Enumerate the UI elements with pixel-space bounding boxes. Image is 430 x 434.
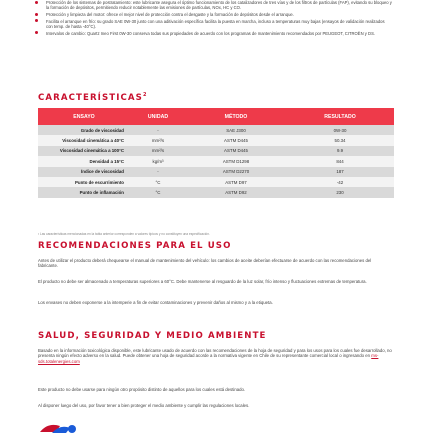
table-row: Grado de viscosidad - SAE J300 0W-30 xyxy=(38,125,394,135)
safety-heading: SALUD, SEGURIDAD Y MEDIO AMBIENTE xyxy=(38,331,267,341)
recommendation-paragraph: Los envases no deben exponerse a la intemperie a fin de evitar contaminaciones y prevenir daños al mismo y a la etiqueta. xyxy=(38,300,273,305)
feature-list xyxy=(32,0,392,37)
recommendations-heading: RECOMENDACIONES PARA EL USO xyxy=(38,241,232,251)
feature-bullet: Protección y limpieza del motor: ofrece el mejor nivel de protección contra el desgaste y la formación de depósitos desde el arranque. xyxy=(32,12,392,17)
recommendation-paragraph: El producto no debe ser almacenado a temperaturas superiores a 60°C. Debe mantenerse al resguardo de la luz solar, frío intenso y fluctuaciones extremas de temperatura. xyxy=(38,279,367,284)
sds-link[interactable]: ms-sds.totalenergies.com xyxy=(38,353,379,364)
table-row: Índice de viscosidad - ASTM D2270 187 xyxy=(38,167,394,177)
bullet-dot-icon xyxy=(35,1,38,4)
column-header: RESULTADO xyxy=(286,108,394,125)
table-row: Punto de inflamación °C ASTM D92 230 xyxy=(38,187,394,197)
column-header: ENSAYO xyxy=(38,108,130,125)
bullet-dot-icon xyxy=(35,31,38,34)
table-row: Viscosidad cinemática a 40°C mm²/s ASTM D445 50.34 xyxy=(38,135,394,145)
table-footnote: ² Las características mencionadas en la tabla anterior corresponden a valores típicos y no constituyen una especificación. xyxy=(38,232,210,236)
bullet-dot-icon xyxy=(35,19,38,22)
characteristics-table xyxy=(38,108,394,198)
column-header: MÉTODO xyxy=(186,108,286,125)
safety-paragraph: Basado en la información toxicológica disponible, este lubricante usado de acuerdo con las recomendaciones de la hoja de seguridad y para los usos para los cuales fue desarrollado, no presenta ningún efecto adverso en la salud. Puede obtener una hoja de seguridad acorde a la normativa vigente en Chile de su representante comercial local o ingresando en ms-sds.totalenergies.com xyxy=(38,348,392,364)
feature-bullet: Protección de los sistemas de postratamiento: este lubricante asegura el óptimo funcionamiento de los catalizadores de tres vías y de los filtros de partículas (FAP), evitando su bloqueo y la formación de depósitos, permitiendo reducir notablemente las emisiones de partículas, NOx, HC y CO. xyxy=(32,0,392,11)
characteristics-heading: CARACTERÍSTICAS$^2$ xyxy=(38,92,148,103)
table-row: Viscosidad cinemática a 100°C mm²/s ASTM D445 9.9 xyxy=(38,146,394,156)
safety-paragraph: Al disponer luego del uso, por favor tener a bien proteger el medio ambiente y cumplir las regulaciones locales. xyxy=(38,403,250,408)
totalenergies-logo-icon xyxy=(38,420,78,434)
table-header-row xyxy=(38,108,394,125)
feature-bullet: Facilita el arranque en frío: su grado SAE 0W-30 junto con una aditivación específica facilita la puesta en marcha, incluso a temperaturas muy bajas (ensayos de validación realizados con temp. de hasta -40°C). xyxy=(32,19,392,30)
table-row: Densidad a 15°C kg/m³ ASTM D1298 844 xyxy=(38,156,394,166)
table-row: Punto de escurrimiento °C ASTM D97 -42 xyxy=(38,177,394,187)
column-header: UNIDAD xyxy=(130,108,186,125)
feature-bullet: Intervalos de cambio: Quartz Ineo First 0W-30 conserva todas sus propiedades de acuerdo con los programas de mantenimiento recomendados por PEUGEOT, CITROËN y DS. xyxy=(32,31,392,36)
safety-paragraph: Este producto no debe usarse para ningún otro propósito distinto de aquellos para los cuales está destinado. xyxy=(38,387,246,392)
recommendation-paragraph: Antes de utilizar el producto deberá chequearse el manual de mantenimiento del vehículo: los cambios de aceite deberían efectuarse de acuerdo con las recomendaciones del fabricante. xyxy=(38,258,372,269)
bullet-dot-icon xyxy=(35,13,38,16)
